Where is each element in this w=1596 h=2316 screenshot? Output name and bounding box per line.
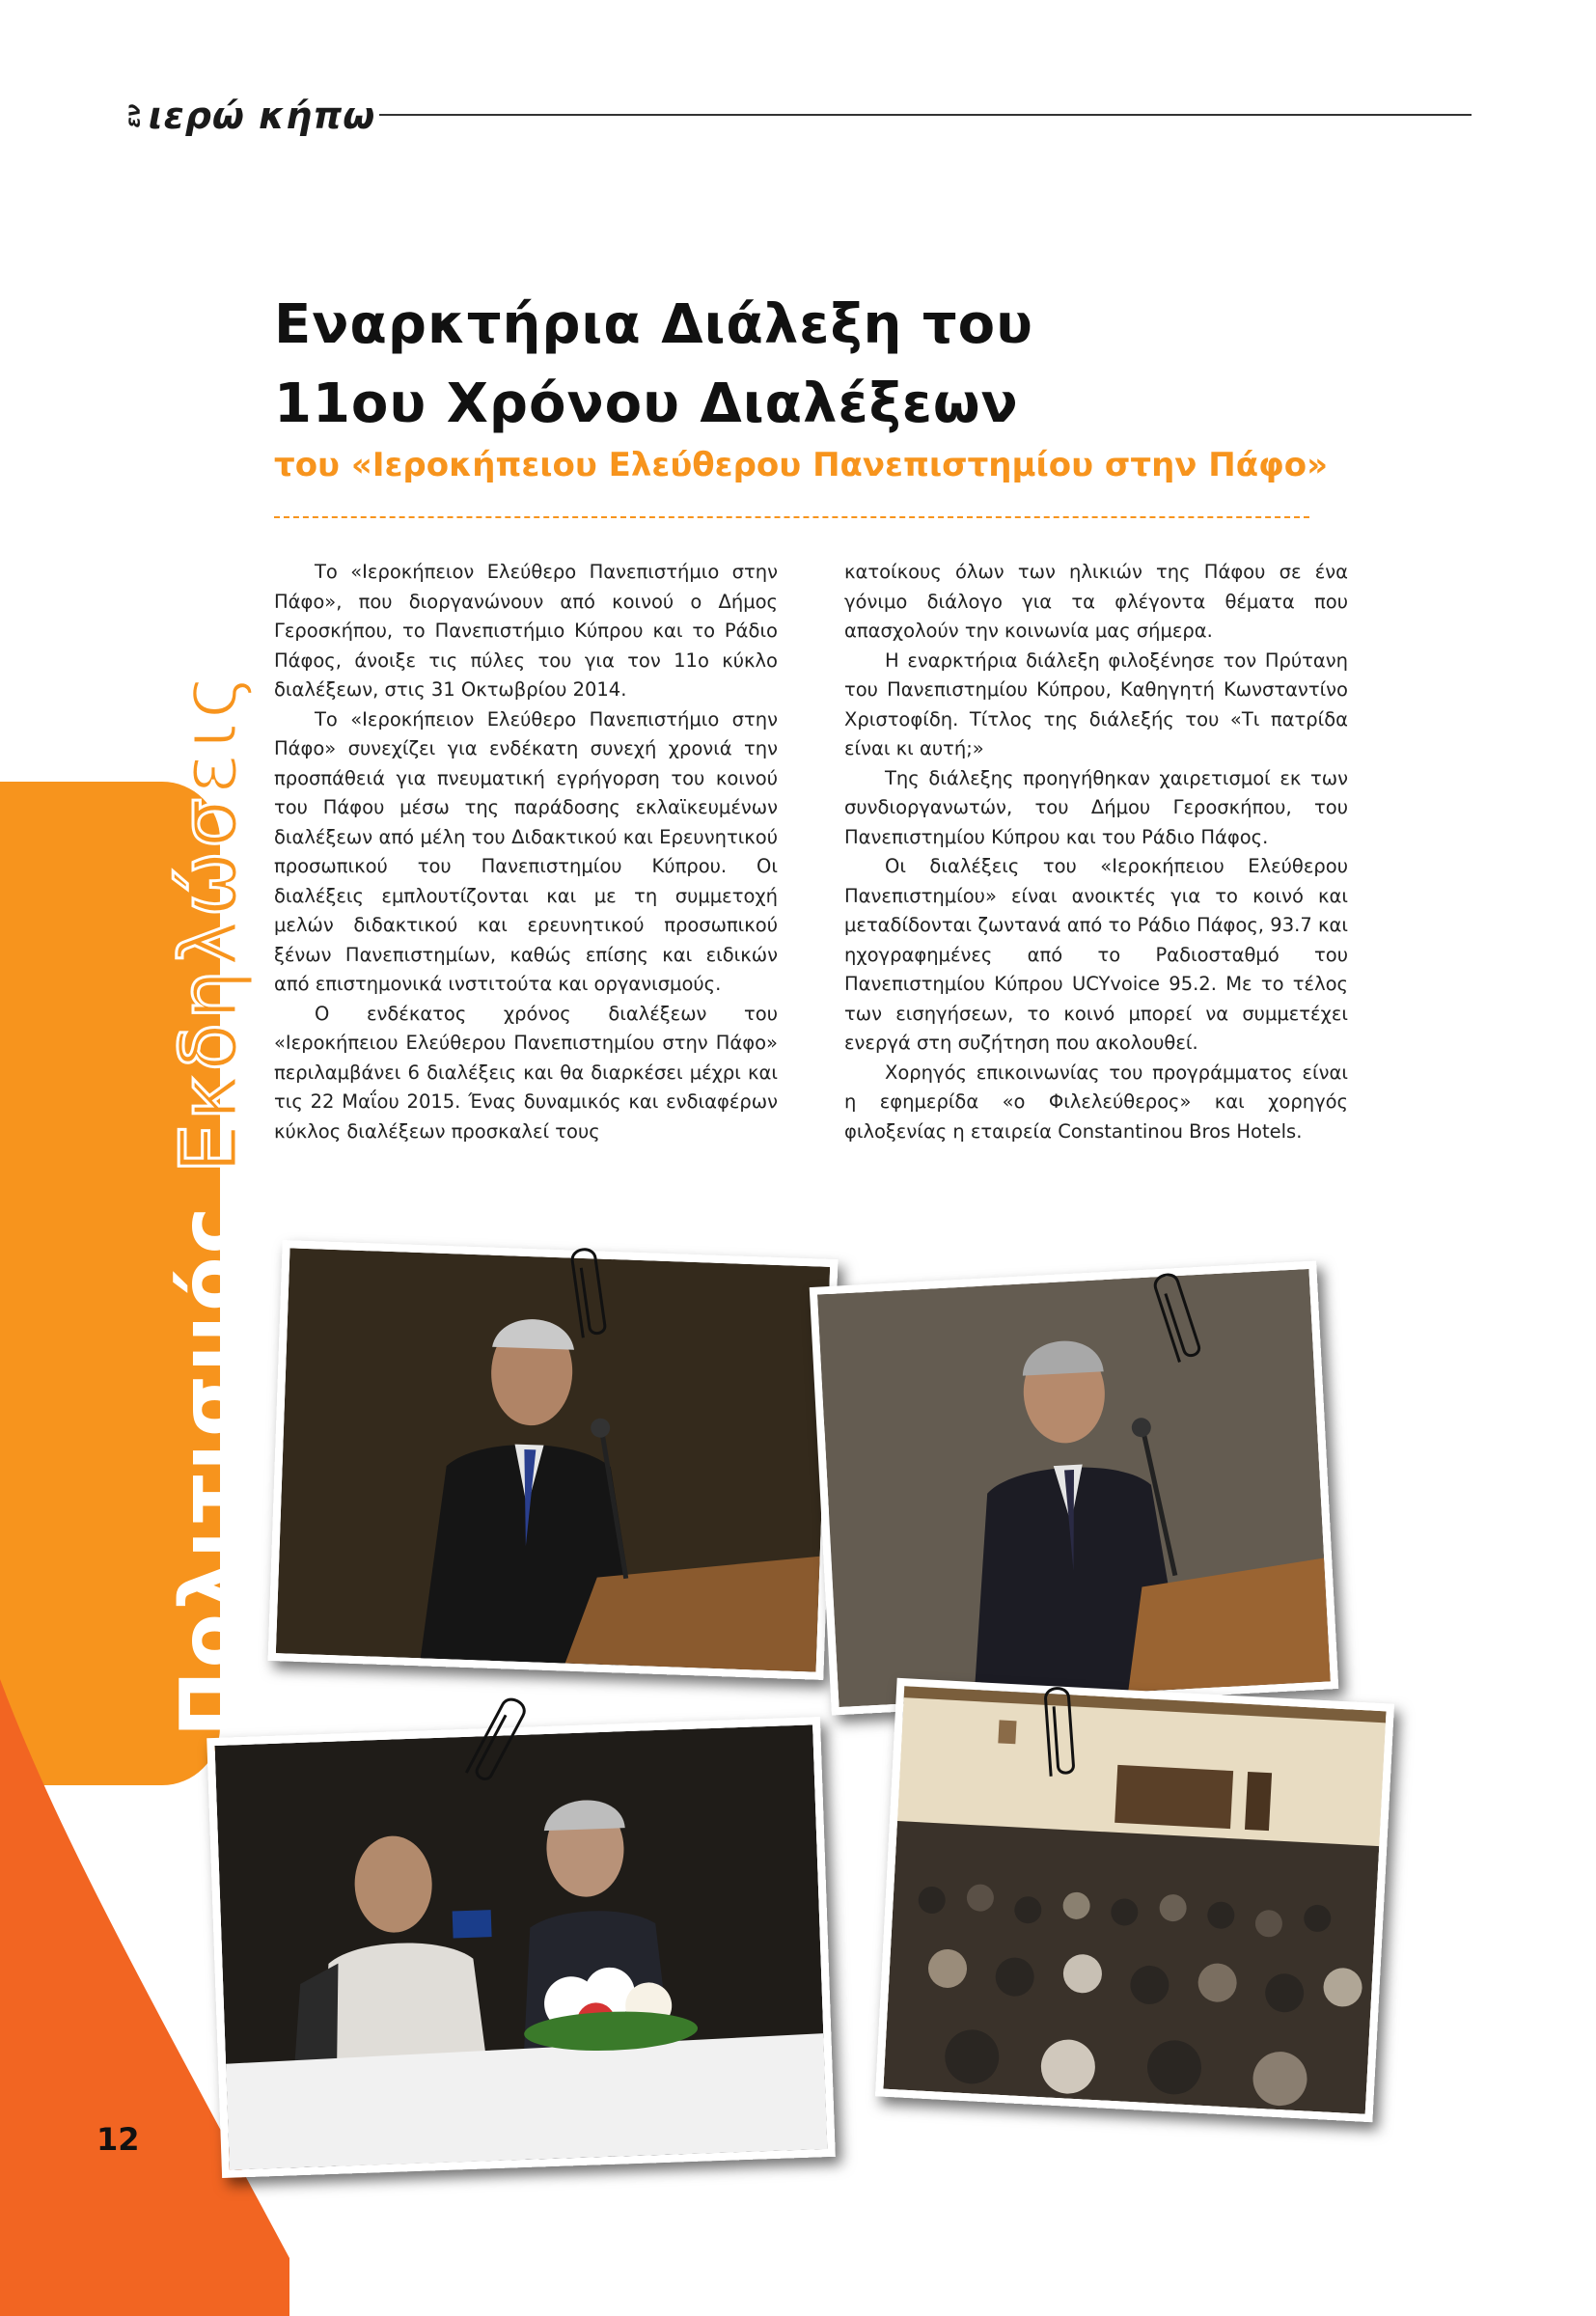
section-label <box>164 671 256 1737</box>
paragraph: Το «Ιεροκήπειον Ελεύθερο Πανεπιστήμιο στην Πάφο» συνεχίζει για ενδέκατη συνεχή χρονιά την προσπάθειά για πνευματική εγρήγορση του κοινού του Πάφου μέσω της παράδοσης εκλαϊκευμένων διαλέξεων από μέλη του Διδακτικού και Ερευνητικού προσωπικού του Πανεπιστημίου Κύπρου. Οι διαλέξεις εμπλουτίζονται και με τη συμμετοχή μελών διδακτικού και ερευνητικού προσωπικού ξένων Πανεπιστημίων, καθώς επίσης και ειδικών από επιστημονικά ινστιτούτα και οργανισμούς. <box>274 707 778 995</box>
paragraph-continuation: κατοίκους όλων των ηλικιών της Πάφου σε ένα γόνιμο διάλογο για τα φλέγοντα θέματα που απασχολούν την κοινωνία μας σήμερα. <box>844 561 1348 642</box>
masthead-title: ιερώ κήπω <box>148 95 376 137</box>
photo-speaker-1 <box>268 1240 839 1680</box>
paragraph: Χορηγός επικοινωνίας του προγράμματος είναι η εφημερίδα «ο Φιλελεύθερος» και χορηγός φιλοξενίας η εταιρεία Constantinou Bros Hotels. <box>844 1061 1348 1143</box>
paragraph: Ο ενδέκατος χρόνος διαλέξεων του «Ιεροκήπειου Ελεύθερου Πανεπιστημίου στην Πάφο» περιλαμβάνει 6 διαλέξεις και θα διαρκέσει μέχρι και τις 22 Μαΐου 2015. Ένας δυναμικός και ενδιαφέρων κύκλος διαλέξεων προσκαλεί τους <box>274 1002 778 1143</box>
masthead-prefix: εν <box>121 103 145 128</box>
photo-head-table <box>206 1717 836 2178</box>
article-title-line-1: Εναρκτήρια Διάλεξη του <box>274 293 1033 356</box>
article-column-right <box>844 558 1348 1146</box>
section-word-2: Εκδηλώσεις <box>164 670 256 1174</box>
page-number: 12 <box>96 2121 140 2158</box>
article-title-line-2: 11ου Χρόνου Διαλέξεων <box>274 372 1019 435</box>
article-column-left <box>274 558 778 1146</box>
paragraph: Το «Ιεροκήπειον Ελεύθερο Πανεπιστήμιο στην Πάφο», που διοργανώνουν από κοινού ο Δήμος Γεροσκήπου, το Πανεπιστήμιο Κύπρου και το Ράδιο Πάφος, άνοιξε τις πύλες του για τον 11ο κύκλο διαλέξεων, στις 31 Οκτωβρίου 2014. <box>274 561 778 701</box>
paragraph: Της διάλεξης προηγήθηκαν χαιρετισμοί εκ των συνδιοργανωτών, του Δήμου Γεροσκήπου, του Πανεπιστημίου Κύπρου και του Ράδιο Πάφος. <box>844 766 1348 848</box>
article-title <box>274 286 1335 444</box>
paragraph: Οι διαλέξεις του «Ιεροκήπειου Ελεύθερου Πανεπιστημίου» είναι ανοικτές για το κοινό και μεταδίδονται ζωντανά από το Ράδιο Πάφος, 93.7 και ηχογραφημένες από το Ραδιοσταθμό του Πανεπιστημίου Κύπρου UCYvoice 95.2. Με το τέλος των εισηγήσεων, το κοινό μπορεί να συμμετέχει ενεργά στη συζήτηση που ακολουθεί. <box>844 855 1348 1054</box>
masthead-rule <box>379 114 1472 116</box>
section-word-1: Πολιτισμός <box>164 1203 256 1737</box>
article-subtitle: του «Ιεροκήπειου Ελεύθερου Πανεπιστημίου στην Πάφο» <box>274 446 1329 484</box>
paragraph: Η εναρκτήρια διάλεξη φιλοξένησε τον Πρύτανη του Πανεπιστημίου Κύπρου, Καθηγητή Κωνσταντίνο Χριστοφίδη. Τίτλος της διάλεξής του «Τι πατρίδα είναι κι αυτή;» <box>844 648 1348 759</box>
photo-audience <box>875 1678 1394 2122</box>
dashed-divider <box>274 516 1309 518</box>
photo-speaker-2 <box>810 1261 1339 1716</box>
masthead <box>121 95 375 137</box>
paperclip-icon <box>1036 1678 1083 1787</box>
